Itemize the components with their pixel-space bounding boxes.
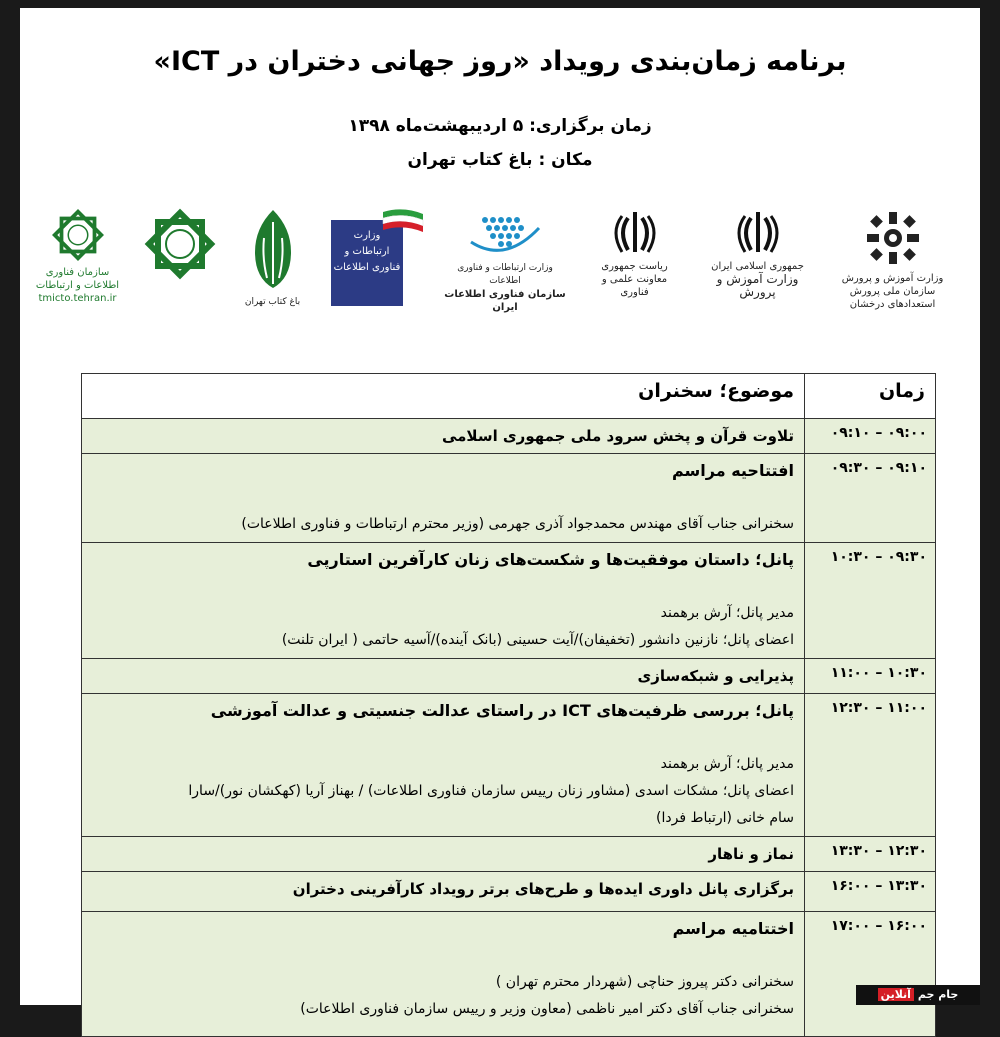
logo-book-garden [240, 208, 305, 309]
sponsor-logos [35, 208, 960, 328]
speaker-line: سخنرانی دکتر پیروز حناچی (شهردار محترم تهران ) [495, 974, 794, 990]
logo-caption: ریاست جمهوری [601, 261, 668, 272]
speaker-line: مدیر پانل؛ آرش برهمند [660, 605, 794, 621]
time-cell: ۰۹:۳۰ – ۱۰:۳۰ [805, 543, 936, 659]
speaker-line: سخنرانی جناب آقای مهندس محمدجواد آذری جهرمی (وزیر محترم ارتباطات و فناوری اطلاعات) [241, 516, 794, 532]
time-cell: ۰۹:۱۰ – ۰۹:۳۰ [805, 454, 936, 543]
time-cell: ۱۱:۰۰ – ۱۲:۳۰ [805, 694, 936, 837]
speaker-line [92, 573, 794, 600]
book-garden-leaf-icon [245, 208, 301, 292]
logo-caption: سازمان فناوری اطلاعات ایران [444, 289, 566, 313]
page-title: برنامه زمان‌بندی رویداد «روز جهانی دختران در ICT» [153, 46, 847, 77]
time-cell: ۱۲:۳۰ – ۱۳:۳۰ [805, 837, 936, 872]
topic-cell [82, 694, 805, 837]
logo-caption: جمهوری اسلامی ایران [711, 261, 804, 272]
speaker-line [92, 942, 794, 969]
schedule-table [81, 373, 936, 1037]
logo-caption: وزارت آموزش و پرورش [841, 273, 944, 284]
logo-caption: سازمان فناوری [45, 267, 110, 278]
column-header-topic: موضوع؛ سخنران [82, 374, 805, 419]
logo-tehran-municipality [140, 208, 220, 284]
topic-cell [82, 419, 805, 454]
speaker-line: سخنرانی جناب آقای دکتر امیر ناظمی (معاون وزیر و رییس سازمان فناوری اطلاعات) [300, 1001, 794, 1017]
logo-vice-presidency [587, 208, 682, 299]
speaker-line: مدیر پانل؛ آرش برهمند [660, 756, 794, 772]
logo-tmicto [20, 208, 135, 305]
event-date: زمان برگزاری: ۵ اردیبهشت‌ماه ۱۳۹۸ [348, 116, 652, 136]
logo-talent-org [825, 208, 960, 311]
logo-caption: اطلاعات و ارتباطات [35, 280, 120, 291]
time-cell: ۱۶:۰۰ – ۱۷:۰۰ [805, 912, 936, 1037]
document-page [20, 8, 980, 1017]
table-row [82, 659, 936, 694]
logo-ministry-education [705, 208, 810, 299]
topic-title: پانل؛ بررسی ظرفیت‌های ICT در راستای عدالت جنسیتی و عدالت آموزشی [210, 701, 794, 720]
ito-globe-icon [465, 208, 545, 258]
table-row [82, 872, 936, 912]
talent-org-emblem-icon [863, 208, 923, 268]
topic-cell [82, 659, 805, 694]
topic-cell [82, 912, 805, 1037]
speaker-line [92, 724, 794, 751]
topic-cell [82, 543, 805, 659]
tehran-municipality-emblem-icon [144, 208, 216, 280]
watermark [856, 985, 980, 1005]
topic-title: تلاوت قرآن و پخش سرود ملی جمهوری اسلامی [441, 427, 794, 445]
iran-emblem-icon [610, 208, 660, 256]
watermark-text: جام جم [917, 988, 959, 1001]
tmicto-emblem-icon [51, 208, 105, 262]
logo-caption: ارتباطات و فناوری اطلاعات [333, 246, 401, 273]
table-row [82, 694, 936, 837]
table-row [82, 419, 936, 454]
logo-caption: معاونت علمی و فناوری [601, 274, 668, 298]
topic-title: افتتاحیه مراسم [672, 461, 794, 480]
topic-cell [82, 872, 805, 912]
table-header-row [82, 374, 936, 419]
logo-caption: وزارت ارتباطات و فناوری اطلاعات [457, 263, 553, 286]
table-row [82, 912, 936, 1037]
logo-caption: باغ کتاب تهران [244, 297, 301, 307]
watermark-text: آنلاین [878, 988, 914, 1001]
logo-ministry-ict [325, 208, 425, 303]
logo-caption: وزارت [353, 230, 381, 241]
time-cell: ۰۹:۰۰ – ۰۹:۱۰ [805, 419, 936, 454]
topic-title: اختتامیه مراسم [672, 919, 794, 938]
table-row [82, 543, 936, 659]
logo-caption: وزارت آموزش و پرورش [716, 272, 799, 299]
speaker-line [92, 484, 794, 511]
topic-cell [82, 454, 805, 543]
topic-title: نماز و ناهار [708, 845, 794, 863]
speaker-line: اعضای پانل؛ مشکات اسدی (مشاور زنان رییس سازمان فناوری اطلاعات) / بهناز آریا (کهکشان نور)/سارا [188, 783, 794, 799]
topic-title: پذیرایی و شبکه‌سازی [637, 667, 794, 685]
topic-title: برگزاری پانل داوری ایده‌ها و طرح‌های برتر رویداد کارآفرینی دختران [292, 880, 794, 898]
speaker-line: اعضای پانل؛ نازنین دانشور (تخفیفان)/آیت حسینی (بانک آینده)/آسیه حاتمی ( ایران تلنت) [281, 632, 794, 648]
iran-emblem-icon [733, 208, 783, 256]
event-venue: مکان : باغ کتاب تهران [407, 150, 593, 170]
speaker-line: سام خانی (ارتباط فردا) [656, 810, 794, 826]
topic-cell [82, 837, 805, 872]
iran-flag-icon [381, 208, 425, 236]
table-row [82, 454, 936, 543]
tmicto-url: tmicto.tehran.ir [38, 293, 117, 304]
topic-title: پانل؛ داستان موفقیت‌ها و شکست‌های زنان کارآفرین استارپی [307, 550, 794, 569]
table-row [82, 837, 936, 872]
column-header-time: زمان [805, 374, 936, 419]
logo-ito [440, 208, 570, 314]
logo-caption: سازمان ملی پرورش استعدادهای درخشان [849, 286, 936, 310]
time-cell: ۱۰:۳۰ – ۱۱:۰۰ [805, 659, 936, 694]
time-cell: ۱۳:۳۰ – ۱۶:۰۰ [805, 872, 936, 912]
